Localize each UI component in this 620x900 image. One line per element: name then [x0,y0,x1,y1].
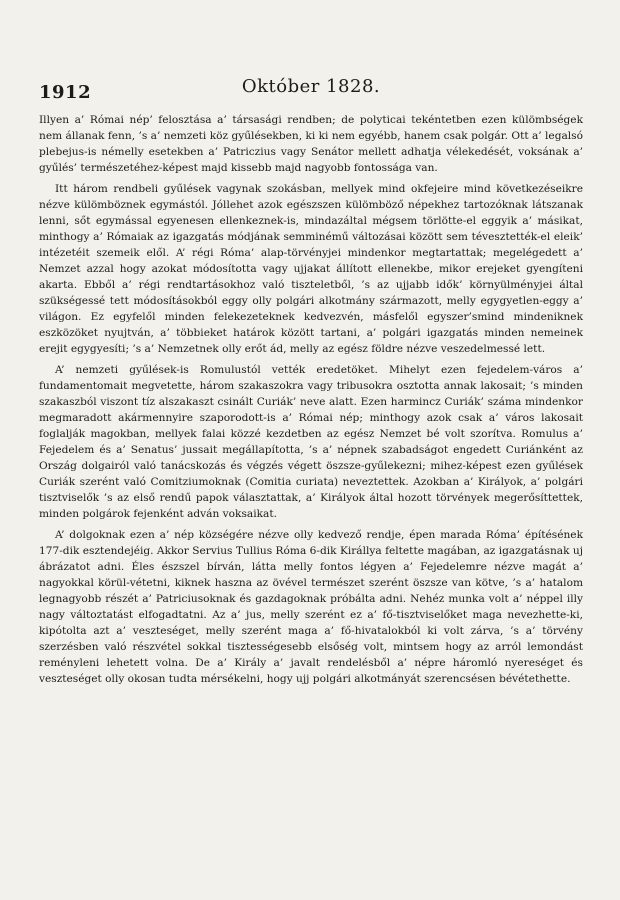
text-body [39,112,583,687]
running-head: Október 1828. [241,76,381,97]
paragraph: Itt három rendbeli gyűlések vagynak szokásban, mellyek mind okfejeire mind következéseikre nézve külömböznek egymástól. Jóllehet azok egészszen külömböző népekhez tartozóknak látszanak lenni, sőt egymással egyenesen ellenkeznek-is, mindazáltal mégsem törlötte-el eggyik a’ másikat, minthogy a’ Rómaiak az igazgatás módjának semminémű változásai között sem tévesztették-el eleik’ intézetéit szemeik elől. A’ régi Róma’ alap-törvényjei mindenkor megtartattak; megelégedett a’ Nemzet azzal hogy azokat módosította vagy ujjakat állított ellenekbe, mikor erejeket gyengíteni akarta. Ebből a’ régi rendtartásokhoz való tiszteletből, ’s az ujjabb idők’ környülményjei által szükségessé tett módosításokból eggy olly polgári alkotmány származott, melly egygyetlen-eggy a’ világon. Ez egyfelől minden felekezeteknek kedvezvén, másfelől egyszer’smind mindeniknek eszközöket nyujtván, a’ többieket határok között tartani, a’ polgári igazgatás minden nemeinek erejit egygyesíti; ’s a’ Nemzetnek olly erőt ád, melly az egész földre nézve veszedelmessé lett. [39,183,583,355]
page-number: 1912 [39,82,92,103]
paragraph: Illyen a’ Római nép’ felosztása a’ társasági rendben; de polyticai tekéntetben ezen külömbségek nem állanak fenn, ’s a’ nemzeti köz gyűlésekben, ki ki nem egyébb, hanem csak polgár. Ott a’ legalsó plebejus-is némelly esetekben a’ Patriczius vagy Senátor mellett adhatja vélekedését, voksának a’ gyűlés’ természetéhez-képest majd kissebb majd nagyobb fontossága van. [39,114,583,174]
paragraph: A’ dolgoknak ezen a’ nép községére nézve olly kedvező rendje, épen marada Róma’ építésének 177-dik esztendejéig. Akkor Servius Tullius Róma 6-dik Királlya feltette magában, az igazgatásnak uj ábrázatot adni. Éles észszel bírván, látta melly fontos légyen a’ Fejedelemre nézve magát a’ nagyokkal körül-vétetni, kiknek haszna az övével természet szerént öszsze van kötve, ’s a’ hatalom legnagyobb részét a’ Patriciusoknak és gazdagoknak próbálta adni. Nehéz munka volt a’ néppel illy nagy változtatást elfogadtatni. Az a’ jus, melly szerént ez a’ fő-tisztviselőket maga nevezhette-ki, kipótolta azt a’ veszteséget, melly szerént maga a’ fő-hivatalokból ki volt zárva, ’s a’ törvény szerzésben való részvétel sokkal tisztességesebb elsőség volt, mintsem hogy az arról lemondást reményleni lehetett volna. De a’ Király a’ javalt rendelésből a’ népre háromló nyereséget és veszteséget olly okosan tudta mérsékelni, hogy ujj polgári alkotmányát szerencsésen bévétethette. [39,529,583,685]
paragraph: A’ nemzeti gyűlések-is Romulustól vették eredetöket. Mihelyt ezen fejedelem-város a’ fundamentomait megvetette, három szakaszokra vagy tribusokra osztotta annak lakosait; ’s minden szakaszból viszont tíz alszakaszt csinált Curiák’ neve alatt. Ezen harmincz Curiák’ száma mindenkor megmaradott akármennyire szaporodott-is a’ Római nép; minthogy azok csak a’ város lakosait foglalják magokban, mellyek falai közzé kezdetben az egész Nemzet bé volt szorítva. Romulus a’ Fejedelem és a’ Senatus’ jussait megállapította, ’s a’ népnek szabadságot engedett Curiánként az Ország dolgairól való tanácskozás és végzés végett öszsze-gyűlekezni; mihez-képest ezen gyűlések Curiák szerént való Comitziumoknak (Comitia curiata) neveztettek. Azokban a’ Királyok, a’ polgári tisztviselők ’s az első rendű papok választattak, a’ Királyok által hozott törvények megerősíttettek, minden polgárok fejenként adván voksaikat. [39,364,583,520]
page-header [39,72,583,102]
